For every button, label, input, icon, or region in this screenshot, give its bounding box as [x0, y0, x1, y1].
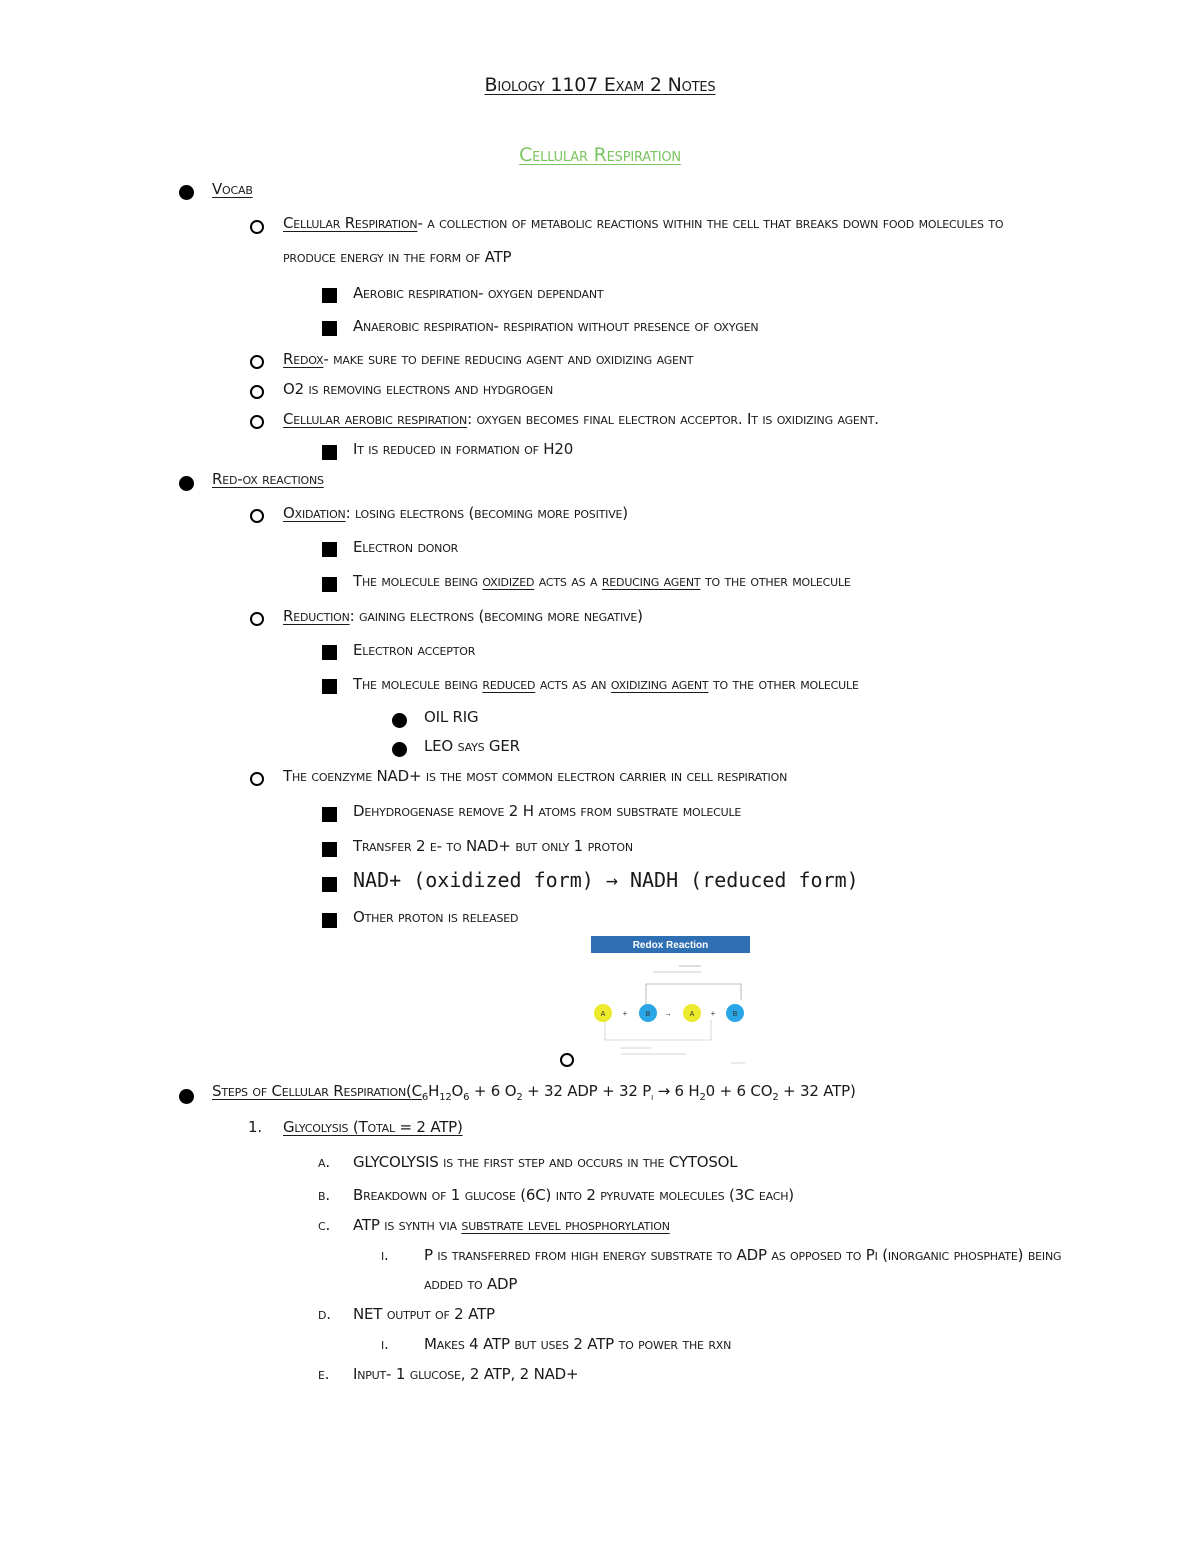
figure-header: Redox Reaction: [632, 940, 709, 951]
equation: H: [428, 1082, 440, 1100]
bullet-circle: [560, 1053, 574, 1067]
text: acts as a: [534, 572, 602, 590]
list-marker: 1.: [248, 1118, 262, 1136]
list-marker: i.: [381, 1246, 389, 1264]
steps-heading: [212, 1082, 856, 1103]
cellular-aerobic-item: [283, 410, 879, 428]
text: The molecule being: [353, 675, 483, 693]
subscript: 2: [772, 1092, 779, 1103]
subscript: 6: [421, 1092, 429, 1103]
bullet-circle: [250, 509, 264, 523]
list-item: Makes 4 ATP but uses 2 ATP to power the rxn: [424, 1335, 732, 1353]
document-title: Biology 1107 Exam 2 Notes: [484, 74, 716, 96]
redox-reaction-figure: [591, 936, 750, 1066]
subscript: 2: [699, 1092, 706, 1103]
cellular-respiration-definition: [283, 214, 1003, 232]
glycolysis-title: Glycolysis (Total = 2 ATP): [283, 1118, 463, 1136]
list-item: P is transferred from high energy substrate to ADP as opposed to Pi (inorganic phosphate) being: [424, 1246, 1062, 1264]
equation: C: [411, 1082, 422, 1100]
bullet-square: [322, 445, 337, 460]
redox-diagram: [591, 936, 750, 1066]
term: Cellular Respiration: [283, 214, 418, 232]
list-marker: e.: [318, 1365, 330, 1383]
equation: + 6 O: [469, 1082, 517, 1100]
term: substrate level phosphorylation: [461, 1216, 670, 1234]
bullet-circle: [250, 415, 264, 429]
vocab-heading: Vocab: [212, 180, 253, 198]
bullet-dot: [179, 1089, 194, 1104]
molecule-label: B: [732, 1011, 738, 1018]
text: acts as an: [535, 675, 611, 693]
list-marker: d.: [318, 1305, 331, 1323]
bullet-square: [322, 877, 337, 892]
o2-item: O2 is removing electrons and hydgrogen: [283, 380, 554, 398]
equation: 0 + 6 CO: [705, 1082, 773, 1100]
bullet-square: [322, 842, 337, 857]
text: The molecule being: [353, 572, 483, 590]
oxidized-line: [353, 572, 851, 590]
list-marker: i.: [381, 1335, 389, 1353]
equation: + 32 ADP + 32 P: [522, 1082, 652, 1100]
redox-reactions-heading: Red-ox reactions: [212, 470, 324, 488]
text: to the other molecule: [708, 675, 859, 693]
definition: - make sure to define reducing agent and oxidizing agent: [323, 350, 694, 368]
list-item: GLYCOLYSIS is the first step and occurs in the CYTOSOL: [353, 1153, 738, 1171]
plus-sign: +: [710, 1009, 716, 1018]
bullet-circle: [250, 385, 264, 399]
aerobic-item: Aerobic respiration- oxygen dependant: [353, 284, 604, 302]
definition: : oxygen becomes final electron acceptor. It is oxidizing agent.: [467, 410, 879, 428]
bullet-dot: [179, 476, 194, 491]
electron-acceptor-item: Electron acceptor: [353, 641, 476, 659]
definition: : losing electrons (becoming more positive): [345, 504, 628, 522]
definition: - a collection of metabolic reactions within the cell that breaks down food molecules to: [417, 214, 1004, 232]
bullet-circle: [250, 355, 264, 369]
bullet-circle: [250, 772, 264, 786]
list-item: Input- 1 glucose, 2 ATP, 2 NAD+: [353, 1365, 579, 1383]
electron-donor-item: Electron donor: [353, 538, 459, 556]
anaerobic-item: Anaerobic respiration- respiration without presence of oxygen: [353, 317, 759, 335]
reduced-line: [353, 675, 859, 693]
molecule-label: A: [689, 1011, 695, 1018]
mnemonic-oil-rig: OIL RIG: [424, 708, 479, 726]
term: oxidized: [482, 572, 535, 590]
equation: → 6 H: [653, 1082, 700, 1100]
bullet-dot: [392, 742, 407, 757]
definition-continuation: produce energy in the form of ATP: [283, 248, 512, 266]
section-title: Cellular Respiration: [519, 144, 681, 166]
plus-sign: +: [622, 1009, 628, 1018]
heading: Steps of Cellular Respiration(: [212, 1082, 412, 1100]
bullet-circle: [250, 220, 264, 234]
term: Redox: [283, 350, 324, 368]
arrow-sign: →: [664, 1009, 672, 1018]
mnemonic-leo-ger: LEO says GER: [424, 737, 520, 755]
subscript: 2: [516, 1092, 523, 1103]
bullet-square: [322, 913, 337, 928]
oxidation-item: [283, 504, 628, 522]
bullet-square: [322, 321, 337, 336]
molecule-label: A: [600, 1011, 606, 1018]
list-marker: c.: [318, 1216, 331, 1234]
coenzyme-item: The coenzyme NAD+ is the most common electron carrier in cell respiration: [283, 767, 788, 785]
text: ATP is synth via: [353, 1216, 462, 1234]
reduction-item: [283, 607, 643, 625]
molecule-label: B: [645, 1011, 651, 1018]
definition: : gaining electrons (becoming more negative): [349, 607, 643, 625]
list-item: Breakdown of 1 glucose (6C) into 2 pyruvate molecules (3C each): [353, 1186, 794, 1204]
bullet-square: [322, 542, 337, 557]
nad-conversion-item: NAD+ (oxidized form) → NADH (reduced form): [353, 868, 859, 892]
list-item-continuation: added to ADP: [424, 1275, 518, 1293]
dehydrogenase-item: Dehydrogenase remove 2 H atoms from substrate molecule: [353, 802, 742, 820]
equation: + 32 ATP): [778, 1082, 856, 1100]
bullet-square: [322, 577, 337, 592]
term: reducing agent: [601, 572, 701, 590]
figure-arrow: [605, 1020, 711, 1040]
list-item: [353, 1216, 670, 1234]
subscript: 12: [439, 1092, 452, 1103]
bullet-dot: [392, 713, 407, 728]
list-marker: b.: [318, 1186, 330, 1204]
subscript: 6: [463, 1092, 470, 1103]
bullet-square: [322, 645, 337, 660]
list-marker: a.: [318, 1153, 330, 1171]
bullet-square: [322, 288, 337, 303]
bullet-dot: [179, 185, 194, 200]
redox-item: [283, 350, 693, 368]
list-item: NET output of 2 ATP: [353, 1305, 495, 1323]
term: oxidizing agent: [610, 675, 709, 693]
term: Reduction: [283, 607, 350, 625]
transfer-item: Transfer 2 e- to NAD+ but only 1 proton: [353, 837, 633, 855]
bullet-square: [322, 679, 337, 694]
reduced-h2o-item: It is reduced in formation of H20: [353, 440, 574, 458]
text: to the other molecule: [700, 572, 851, 590]
subscript: i: [651, 1092, 653, 1103]
other-proton-item: Other proton is released: [353, 908, 519, 926]
bullet-circle: [250, 612, 264, 626]
term: Oxidation: [283, 504, 346, 522]
equation: O: [451, 1082, 464, 1100]
term: reduced: [482, 675, 536, 693]
term: Cellular aerobic respiration: [283, 410, 468, 428]
bullet-square: [322, 807, 337, 822]
